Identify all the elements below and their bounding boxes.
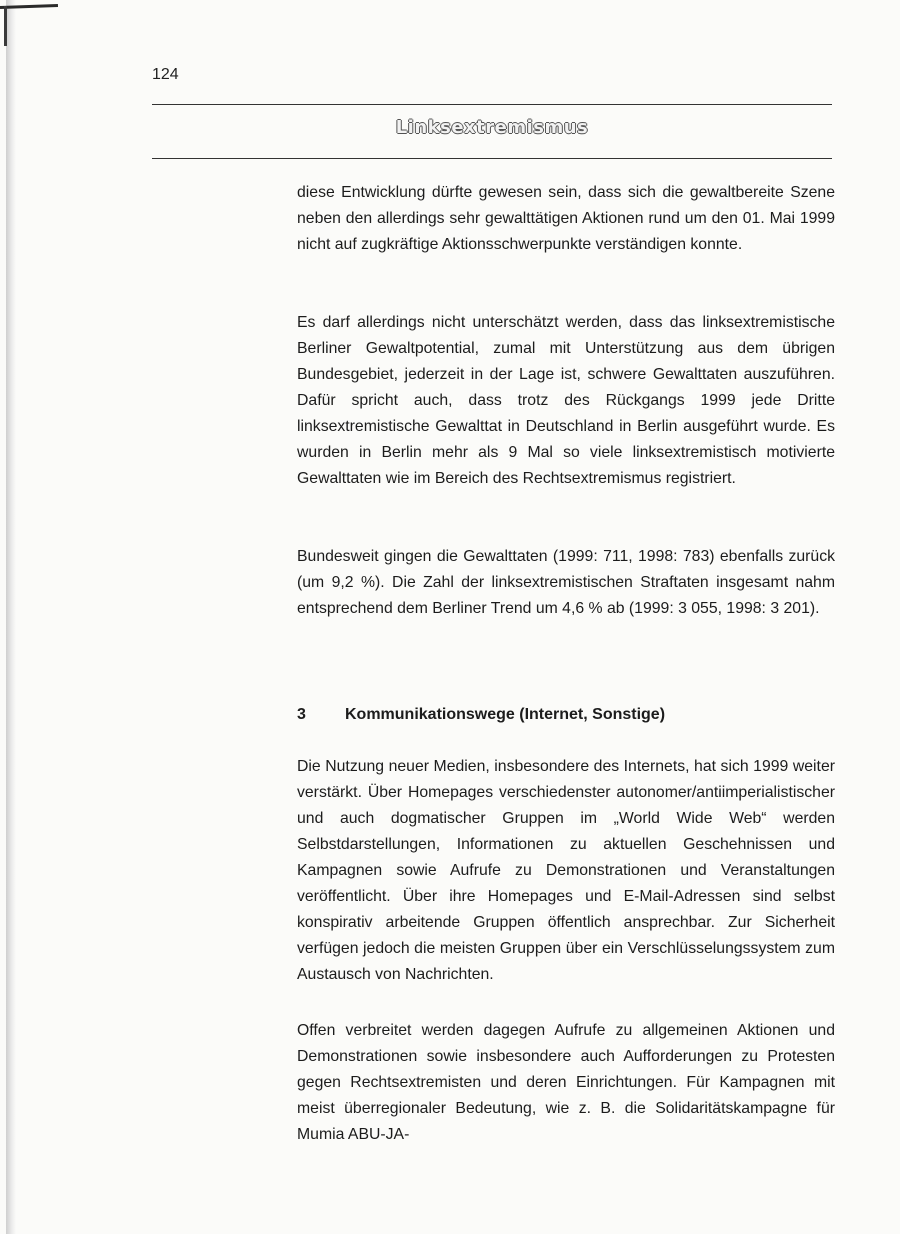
paragraph-continuation xyxy=(297,180,835,258)
paragraph-text: Die Nutzung neuer Medien, insbesondere des Internets, hat sich 1999 weiter verstärkt. Über Homepages verschiedenster autonomer/antiimperialistischer und auch dogmatischer Gruppen im „World Wide Web“ werden Selbstdarstellungen, Informationen zu aktuellen Geschehnissen und Kampagnen sowie Aufrufe zu Demonstrationen und Veranstaltungen veröffentlicht. Über ihre Homepages und E-Mail-Adressen sind selbst konspirativ arbeitende Gruppen öffentlich ansprechbar. Zur Sicherheit verfügen jedoch die meisten Gruppen über ein Verschlüsselungssystem zum Austausch von Nachrichten. xyxy=(297,758,835,983)
running-head: Linksextremismus xyxy=(395,117,589,138)
paragraph-neue-medien xyxy=(297,754,835,988)
section-number: 3 xyxy=(297,706,306,723)
paragraph-text: diese Entwicklung dürfte gewesen sein, dass sich die gewaltbereite Szene neben den allerdings sehr gewalttätigen Aktionen rund um den 01. Mai 1999 nicht auf zugkräftige Aktionsschwerpunkte verständigen konnte. xyxy=(297,184,835,253)
header-rule-bottom xyxy=(152,158,832,159)
paragraph-aufrufe xyxy=(297,1018,835,1148)
header-rule-top xyxy=(152,104,832,105)
paragraph-bundesweit xyxy=(297,544,835,622)
scan-corner-mark xyxy=(0,0,60,14)
section-title: Kommunikationswege (Internet, Sonstige) xyxy=(345,706,666,723)
section-heading xyxy=(297,706,835,724)
page-number: 124 xyxy=(152,66,179,83)
paragraph-text: Offen verbreitet werden dagegen Aufrufe zu allgemeinen Aktionen und Demonstrationen sowie insbesondere auch Aufforderungen zu Protesten gegen Rechtsextremisten und deren Einrichtungen. Für Kampagnen mit meist überregionaler Bedeutung, wie z. B. die Solidaritätskampagne für Mumia ABU-JA- xyxy=(297,1022,835,1143)
paragraph-text: Es darf allerdings nicht unterschätzt werden, dass das linksextremistische Berliner Gewaltpotential, zumal mit Unterstützung aus dem übrigen Bundesgebiet, jederzeit in der Lage ist, schwere Gewalttaten auszuführen. Dafür spricht auch, dass trotz des Rückgangs 1999 jede Dritte linksextremistische Gewalttat in Deutschland in Berlin ausgeführt wurde. Es wurden in Berlin mehr als 9 Mal so viele linksextremistisch motivierte Gewalttaten wie im Bereich des Rechtsextremismus registriert. xyxy=(297,314,835,487)
paragraph-gewaltpotential xyxy=(297,310,835,492)
scan-shadow-edge xyxy=(6,0,16,1234)
paragraph-text: Bundesweit gingen die Gewalttaten (1999: 711, 1998: 783) ebenfalls zurück (um 9,2 %). Die Zahl der linksextremistischen Straftaten insgesamt nahm entsprechend dem Berliner Trend um 4,6 % ab (1999: 3 055, 1998: 3 201). xyxy=(297,548,835,617)
